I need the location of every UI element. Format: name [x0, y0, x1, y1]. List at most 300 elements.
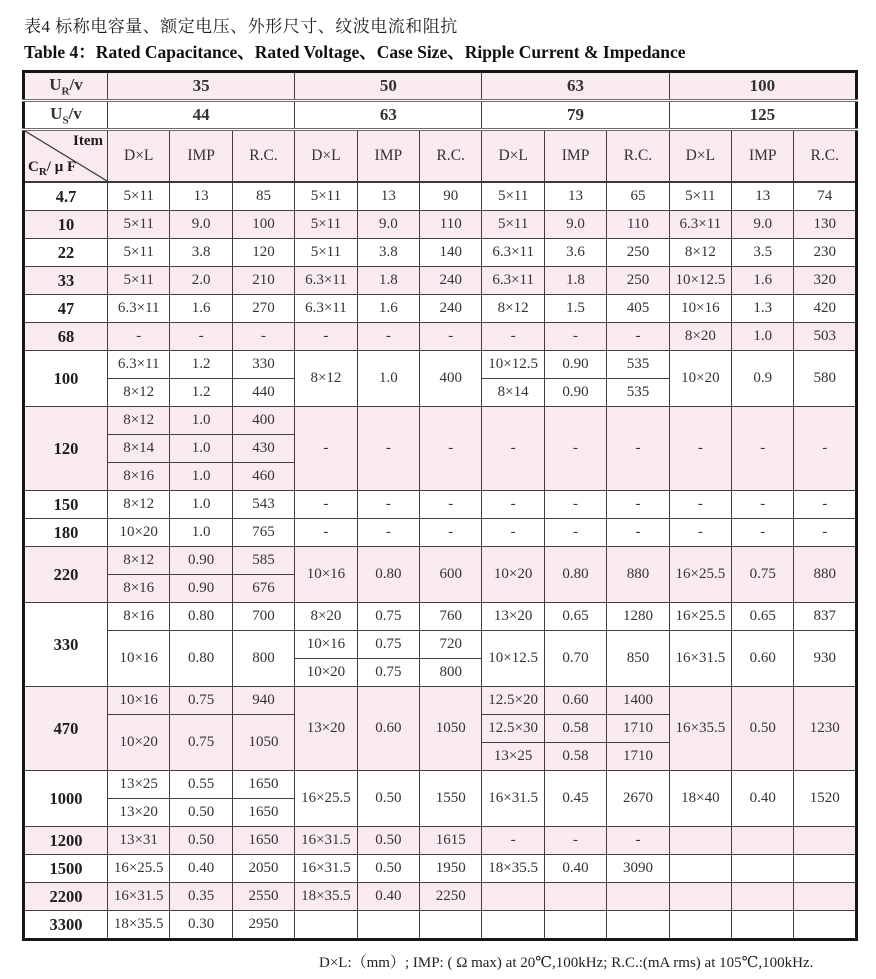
- spec-cell: 460: [232, 463, 294, 491]
- spec-cell: -: [669, 407, 731, 491]
- spec-cell: 6.3×11: [295, 295, 357, 323]
- spec-cell: 18×40: [669, 771, 731, 827]
- spec-cell: -: [295, 323, 357, 351]
- spec-cell: 6.3×11: [108, 295, 170, 323]
- spec-cell: 6.3×11: [482, 239, 544, 267]
- spec-cell: 0.90: [170, 547, 232, 575]
- capacitance-row-label: 2200: [24, 883, 108, 911]
- spec-cell: -: [669, 491, 731, 519]
- spec-cell: 5×11: [669, 182, 731, 211]
- spec-cell: 1.2: [170, 351, 232, 379]
- spec-cell: 18×35.5: [108, 911, 170, 940]
- capacitance-row-label: 68: [24, 323, 108, 351]
- spec-cell: 420: [794, 295, 857, 323]
- spec-cell: 140: [420, 239, 482, 267]
- table-row: [24, 351, 857, 379]
- surge-125-header: 125: [669, 101, 856, 130]
- spec-cell: 18×35.5: [482, 855, 544, 883]
- column-header-row: [24, 130, 857, 183]
- spec-cell: 0.90: [544, 351, 606, 379]
- spec-cell: 8×12: [669, 239, 731, 267]
- spec-cell: 13×20: [482, 603, 544, 631]
- spec-cell: [794, 827, 857, 855]
- spec-cell: 10×16: [295, 631, 357, 659]
- col-header-dxl: D×L: [295, 130, 357, 183]
- spec-cell: 0.75: [357, 631, 419, 659]
- col-header-dxl: D×L: [669, 130, 731, 183]
- table-row: [24, 519, 857, 547]
- spec-cell: 1650: [232, 771, 294, 799]
- spec-cell: [732, 883, 794, 911]
- spec-cell: 8×16: [108, 575, 170, 603]
- spec-cell: -: [232, 323, 294, 351]
- spec-cell: 0.30: [170, 911, 232, 940]
- spec-cell: 0.90: [544, 379, 606, 407]
- spec-cell: -: [544, 323, 606, 351]
- spec-cell: -: [357, 491, 419, 519]
- table-row: [24, 239, 857, 267]
- spec-cell: 8×12: [108, 379, 170, 407]
- spec-cell: 585: [232, 547, 294, 575]
- spec-cell: 13×31: [108, 827, 170, 855]
- col-header-rc: R.C.: [794, 130, 857, 183]
- spec-cell: 10×12.5: [669, 267, 731, 295]
- spec-cell: 0.9: [732, 351, 794, 407]
- spec-cell: 535: [607, 351, 669, 379]
- spec-cell: 0.60: [732, 631, 794, 687]
- spec-cell: 1230: [794, 687, 857, 771]
- spec-cell: 8×20: [669, 323, 731, 351]
- spec-cell: [607, 911, 669, 940]
- spec-cell: 1.0: [170, 491, 232, 519]
- spec-cell: 0.80: [170, 603, 232, 631]
- spec-cell: 5×11: [295, 211, 357, 239]
- capacitance-row-label: 1000: [24, 771, 108, 827]
- spec-cell: -: [482, 491, 544, 519]
- col-header-rc: R.C.: [420, 130, 482, 183]
- capacitance-unit-label: $C_R/$ μ F: [28, 159, 77, 178]
- spec-cell: 1.6: [732, 267, 794, 295]
- spec-cell: 110: [420, 211, 482, 239]
- spec-cell: 1400: [607, 687, 669, 715]
- spec-cell: 6.3×11: [108, 351, 170, 379]
- spec-cell: [669, 827, 731, 855]
- spec-cell: [295, 911, 357, 940]
- spec-cell: 0.75: [170, 687, 232, 715]
- spec-cell: 543: [232, 491, 294, 519]
- spec-cell: 16×25.5: [669, 547, 731, 603]
- col-header-dxl: D×L: [108, 130, 170, 183]
- spec-cell: 8×14: [482, 379, 544, 407]
- surge-44-header: 44: [108, 101, 295, 130]
- spec-cell: [607, 883, 669, 911]
- table-footnote: D×L:（mm）; IMP: ( Ω max) at 20℃,100kHz; R.C.:(mA rms) at 105℃,100kHz.: [319, 955, 814, 971]
- spec-cell: 8×12: [108, 407, 170, 435]
- spec-cell: 250: [607, 267, 669, 295]
- spec-cell: 1.0: [170, 435, 232, 463]
- spec-cell: 330: [232, 351, 294, 379]
- capacitance-row-label: 180: [24, 519, 108, 547]
- spec-cell: 74: [794, 182, 857, 211]
- spec-cell: 13×25: [108, 771, 170, 799]
- table-title-english: Table 4：Rated Capacitance、Rated Voltage、Case Size、Ripple Current & Impedance: [24, 42, 686, 62]
- spec-cell: -: [794, 491, 857, 519]
- spec-cell: 940: [232, 687, 294, 715]
- spec-cell: 13: [732, 182, 794, 211]
- spec-cell: 3090: [607, 855, 669, 883]
- spec-cell: 0.50: [732, 687, 794, 771]
- item-label: Item: [73, 133, 103, 149]
- spec-cell: -: [607, 827, 669, 855]
- table-row: [24, 267, 857, 295]
- spec-cell: 2950: [232, 911, 294, 940]
- spec-cell: 12.5×20: [482, 687, 544, 715]
- spec-cell: 5×11: [295, 239, 357, 267]
- spec-cell: 10×20: [482, 547, 544, 603]
- spec-cell: 837: [794, 603, 857, 631]
- spec-cell: -: [544, 519, 606, 547]
- spec-cell: 8×12: [295, 351, 357, 407]
- spec-cell: 1.0: [170, 519, 232, 547]
- spec-table-head: [24, 72, 857, 183]
- spec-cell: 676: [232, 575, 294, 603]
- spec-cell: 0.80: [357, 547, 419, 603]
- spec-cell: 580: [794, 351, 857, 407]
- spec-cell: 440: [232, 379, 294, 407]
- rated-voltage-row: [24, 72, 857, 101]
- table-row: [24, 182, 857, 211]
- spec-cell: [420, 911, 482, 940]
- spec-cell: 0.50: [357, 771, 419, 827]
- spec-cell: 2250: [420, 883, 482, 911]
- col-header-rc: R.C.: [607, 130, 669, 183]
- spec-cell: -: [607, 519, 669, 547]
- spec-cell: 0.60: [544, 687, 606, 715]
- spec-cell: 400: [420, 351, 482, 407]
- spec-cell: -: [794, 519, 857, 547]
- capacitance-row-label: 100: [24, 351, 108, 407]
- spec-cell: 0.75: [170, 715, 232, 771]
- spec-cell: 1.0: [170, 463, 232, 491]
- col-header-dxl: D×L: [482, 130, 544, 183]
- spec-cell: 3.8: [357, 239, 419, 267]
- spec-cell: 240: [420, 267, 482, 295]
- spec-cell: 240: [420, 295, 482, 323]
- spec-cell: [482, 911, 544, 940]
- spec-cell: 10×20: [108, 715, 170, 771]
- spec-cell: 0.40: [732, 771, 794, 827]
- spec-cell: 0.65: [544, 603, 606, 631]
- spec-cell: 5×11: [482, 211, 544, 239]
- spec-cell: 8×12: [108, 547, 170, 575]
- spec-cell: -: [170, 323, 232, 351]
- spec-cell: 503: [794, 323, 857, 351]
- spec-cell: -: [482, 407, 544, 491]
- spec-cell: 2.0: [170, 267, 232, 295]
- col-header-imp: IMP: [732, 130, 794, 183]
- spec-cell: 0.65: [732, 603, 794, 631]
- spec-cell: [732, 911, 794, 940]
- spec-cell: 8×12: [482, 295, 544, 323]
- spec-cell: -: [357, 519, 419, 547]
- spec-cell: 1615: [420, 827, 482, 855]
- spec-cell: -: [108, 323, 170, 351]
- spec-cell: 0.58: [544, 743, 606, 771]
- spec-cell: -: [732, 491, 794, 519]
- table-title-chinese: 表4 标称电容量、额定电压、外形尺寸、纹波电流和阻抗: [24, 17, 458, 36]
- spec-cell: 0.75: [732, 547, 794, 603]
- spec-cell: -: [295, 491, 357, 519]
- spec-cell: 1520: [794, 771, 857, 827]
- spec-cell: 1050: [420, 687, 482, 771]
- spec-cell: -: [544, 491, 606, 519]
- spec-cell: [669, 855, 731, 883]
- capacitance-row-label: 22: [24, 239, 108, 267]
- spec-cell: 13×25: [482, 743, 544, 771]
- spec-cell: 8×16: [108, 463, 170, 491]
- spec-cell: -: [544, 407, 606, 491]
- spec-cell: 10×16: [295, 547, 357, 603]
- spec-cell: 5×11: [108, 182, 170, 211]
- spec-cell: -: [482, 323, 544, 351]
- spec-cell: 13×20: [108, 799, 170, 827]
- spec-cell: 270: [232, 295, 294, 323]
- spec-cell: 0.55: [170, 771, 232, 799]
- voltage-35-header: 35: [108, 72, 295, 101]
- spec-cell: 16×31.5: [295, 827, 357, 855]
- surge-63-header: 63: [295, 101, 482, 130]
- spec-cell: 10×12.5: [482, 631, 544, 687]
- capacitance-row-label: 4.7: [24, 182, 108, 211]
- capacitance-row-label: 10: [24, 211, 108, 239]
- spec-cell: 16×31.5: [482, 771, 544, 827]
- spec-cell: 800: [232, 631, 294, 687]
- surge-79-header: 79: [482, 101, 669, 130]
- spec-cell: 18×35.5: [295, 883, 357, 911]
- spec-cell: 1.6: [357, 295, 419, 323]
- spec-cell: 8×20: [295, 603, 357, 631]
- spec-cell: 10×16: [108, 687, 170, 715]
- spec-cell: -: [482, 519, 544, 547]
- spec-cell: 10×20: [669, 351, 731, 407]
- capacitance-row-label: 470: [24, 687, 108, 771]
- table-row: [24, 687, 857, 715]
- spec-table-body: [24, 182, 857, 940]
- col-header-imp: IMP: [170, 130, 232, 183]
- table-row: [24, 407, 857, 435]
- table-row: [24, 603, 857, 631]
- spec-cell: 1.0: [170, 407, 232, 435]
- spec-cell: [794, 883, 857, 911]
- spec-cell: 3.6: [544, 239, 606, 267]
- spec-cell: 210: [232, 267, 294, 295]
- spec-cell: 13: [170, 182, 232, 211]
- table-row: [24, 911, 857, 940]
- table-row: [24, 827, 857, 855]
- spec-cell: 1.5: [544, 295, 606, 323]
- spec-cell: 5×11: [108, 211, 170, 239]
- ratings-table: [22, 70, 858, 941]
- spec-cell: 230: [794, 239, 857, 267]
- spec-cell: -: [420, 491, 482, 519]
- surge-voltage-row: [24, 101, 857, 130]
- spec-cell: -: [420, 323, 482, 351]
- col-header-imp: IMP: [544, 130, 606, 183]
- spec-cell: 85: [232, 182, 294, 211]
- spec-cell: 0.50: [357, 855, 419, 883]
- spec-cell: 8×16: [108, 603, 170, 631]
- spec-cell: 1550: [420, 771, 482, 827]
- surge-voltage-label: $U_S/v$: [24, 101, 108, 130]
- spec-cell: 16×31.5: [669, 631, 731, 687]
- spec-cell: 16×31.5: [108, 883, 170, 911]
- spec-cell: -: [794, 407, 857, 491]
- spec-cell: [669, 911, 731, 940]
- spec-cell: 0.58: [544, 715, 606, 743]
- spec-cell: 120: [232, 239, 294, 267]
- spec-cell: -: [295, 407, 357, 491]
- spec-cell: 5×11: [482, 182, 544, 211]
- spec-cell: -: [607, 323, 669, 351]
- spec-cell: 2550: [232, 883, 294, 911]
- spec-cell: 0.70: [544, 631, 606, 687]
- spec-cell: 405: [607, 295, 669, 323]
- col-header-imp: IMP: [357, 130, 419, 183]
- spec-cell: 5×11: [108, 267, 170, 295]
- spec-cell: 0.75: [357, 659, 419, 687]
- spec-cell: 1.8: [544, 267, 606, 295]
- spec-cell: 8×14: [108, 435, 170, 463]
- spec-cell: 6.3×11: [482, 267, 544, 295]
- spec-cell: 3.8: [170, 239, 232, 267]
- spec-cell: 13: [357, 182, 419, 211]
- table-row: [24, 491, 857, 519]
- spec-cell: 930: [794, 631, 857, 687]
- spec-cell: [544, 883, 606, 911]
- spec-cell: 16×25.5: [108, 855, 170, 883]
- spec-cell: -: [607, 407, 669, 491]
- spec-cell: 5×11: [295, 182, 357, 211]
- spec-cell: 16×31.5: [295, 855, 357, 883]
- table-row: [24, 771, 857, 799]
- spec-cell: 765: [232, 519, 294, 547]
- table-row: [24, 631, 857, 659]
- spec-cell: 9.0: [732, 211, 794, 239]
- spec-cell: 10×16: [669, 295, 731, 323]
- spec-cell: 1280: [607, 603, 669, 631]
- spec-cell: 13×20: [295, 687, 357, 771]
- spec-cell: 1.0: [732, 323, 794, 351]
- spec-cell: 8×12: [108, 491, 170, 519]
- spec-cell: [794, 855, 857, 883]
- capacitance-row-label: 150: [24, 491, 108, 519]
- spec-cell: 16×35.5: [669, 687, 731, 771]
- spec-cell: 700: [232, 603, 294, 631]
- spec-cell: -: [420, 407, 482, 491]
- spec-cell: 0.45: [544, 771, 606, 827]
- spec-cell: 1710: [607, 743, 669, 771]
- spec-cell: 430: [232, 435, 294, 463]
- spec-cell: 400: [232, 407, 294, 435]
- spec-cell: -: [669, 519, 731, 547]
- spec-cell: 600: [420, 547, 482, 603]
- spec-cell: 0.50: [170, 827, 232, 855]
- spec-cell: 1.3: [732, 295, 794, 323]
- spec-cell: [794, 911, 857, 940]
- capacitance-row-label: 47: [24, 295, 108, 323]
- spec-cell: -: [357, 323, 419, 351]
- spec-cell: [357, 911, 419, 940]
- spec-cell: 1.6: [170, 295, 232, 323]
- table-row: [24, 883, 857, 911]
- spec-cell: 800: [420, 659, 482, 687]
- spec-cell: [482, 883, 544, 911]
- spec-cell: 1950: [420, 855, 482, 883]
- spec-cell: 10×12.5: [482, 351, 544, 379]
- spec-cell: 0.80: [170, 631, 232, 687]
- spec-cell: 10×20: [295, 659, 357, 687]
- capacitance-row-label: 1500: [24, 855, 108, 883]
- spec-cell: [669, 883, 731, 911]
- diagonal-header-cell: [24, 130, 108, 183]
- spec-cell: 100: [232, 211, 294, 239]
- spec-cell: 1.8: [357, 267, 419, 295]
- spec-cell: 6.3×11: [669, 211, 731, 239]
- spec-cell: 16×25.5: [295, 771, 357, 827]
- spec-cell: 1650: [232, 827, 294, 855]
- spec-cell: 9.0: [170, 211, 232, 239]
- spec-cell: 0.40: [170, 855, 232, 883]
- spec-cell: -: [544, 827, 606, 855]
- capacitance-row-label: 33: [24, 267, 108, 295]
- spec-cell: 0.50: [357, 827, 419, 855]
- spec-cell: 0.40: [544, 855, 606, 883]
- spec-cell: -: [607, 491, 669, 519]
- spec-cell: [732, 827, 794, 855]
- spec-cell: 2050: [232, 855, 294, 883]
- spec-cell: 3.5: [732, 239, 794, 267]
- spec-cell: 1050: [232, 715, 294, 771]
- spec-cell: 130: [794, 211, 857, 239]
- spec-cell: 1710: [607, 715, 669, 743]
- capacitance-row-label: 220: [24, 547, 108, 603]
- spec-cell: -: [295, 519, 357, 547]
- spec-cell: -: [357, 407, 419, 491]
- spec-cell: 5×11: [108, 239, 170, 267]
- spec-cell: 0.90: [170, 575, 232, 603]
- spec-cell: 13: [544, 182, 606, 211]
- rated-voltage-label: $U_R/v$: [24, 72, 108, 101]
- spec-cell: 90: [420, 182, 482, 211]
- spec-cell: 16×25.5: [669, 603, 731, 631]
- spec-cell: 12.5×30: [482, 715, 544, 743]
- spec-cell: -: [482, 827, 544, 855]
- spec-cell: 0.50: [170, 799, 232, 827]
- spec-cell: 320: [794, 267, 857, 295]
- capacitance-row-label: 3300: [24, 911, 108, 940]
- spec-cell: 0.35: [170, 883, 232, 911]
- spec-cell: 9.0: [357, 211, 419, 239]
- spec-cell: 760: [420, 603, 482, 631]
- spec-cell: 10×20: [108, 519, 170, 547]
- spec-cell: [732, 855, 794, 883]
- table-row: [24, 547, 857, 575]
- voltage-63-header: 63: [482, 72, 669, 101]
- spec-cell: 9.0: [544, 211, 606, 239]
- spec-cell: 1.0: [357, 351, 419, 407]
- spec-cell: 10×16: [108, 631, 170, 687]
- table-row: [24, 855, 857, 883]
